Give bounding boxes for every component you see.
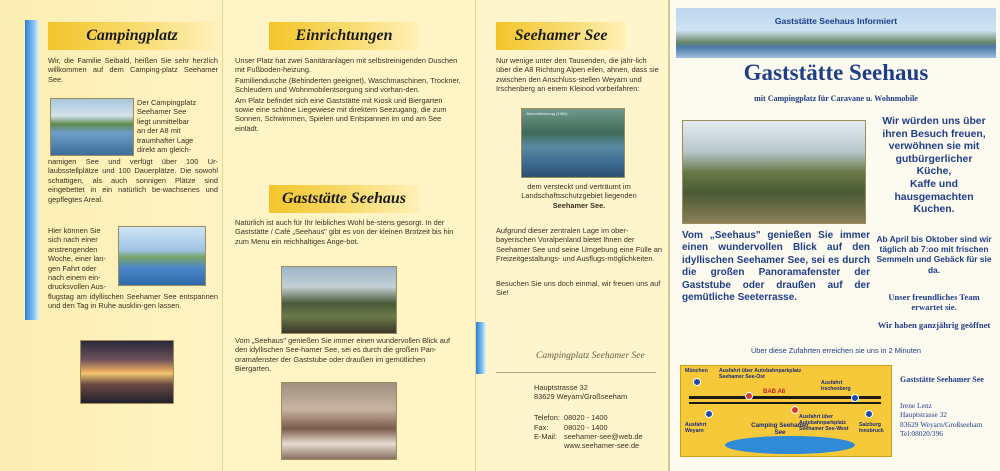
contact-phone[interactable]: Tel:08020/396 (900, 429, 944, 439)
signature: Campingplatz Seehamer See (536, 351, 645, 361)
lake-shape (725, 436, 855, 454)
panel-einrichtungen (222, 0, 475, 471)
label-salzburg: Salzburg Innsbruck (859, 422, 884, 434)
view-text: Vom „Seehaus" genießen Sie immer einen wundervollen Blick auf den idyllischen Seehamer See, sei es durch die großen Panoramafenster der Gaststube oder draußen auf der gemütliche Seeterrasse. (682, 230, 870, 304)
lake-aerial-photo (50, 98, 134, 156)
welcome-line: hausgemachten (894, 191, 974, 203)
web-row (534, 441, 666, 450)
web-spacer (534, 441, 564, 450)
side-line: an der A8 mit (137, 126, 181, 136)
see-intro: Nur wenige unter den Tausenden, die jähr-lich über die A8 Richtung Alpen eilen, ahnen, dass sie zwischen den Anschluss-stellen Weyarn und Irschenberg an einem Kleinod vorbeifahren: (496, 56, 659, 94)
blick-text: Vom „Seehaus" genießen Sie immer einen wundervollen Blick auf den idyllischen See-hamer See, sei es durch die großen Pan-oramafenster der Gaststube oder draußen im gemütlichen Biergarten. (235, 336, 451, 374)
side-line: traumhafter Lage (137, 135, 194, 145)
label-camping: Camping Seehamer See (751, 422, 809, 436)
welcome-line: verwöhnen sie mit (888, 141, 980, 153)
lake-evening-photo (521, 108, 625, 178)
contact-block (900, 401, 1000, 439)
address-city: 83629 Weyarn/Großseeham (534, 392, 628, 402)
irschenberg-marker (851, 394, 859, 402)
label-irschenberg: Ausfahrt Irschenberg (821, 380, 851, 392)
label-ausfahrt-west: Ausfahrt über Autobahnparkplatz Seehamer See-West (799, 414, 849, 432)
panel-gaststaette-seehaus (668, 0, 1000, 471)
photo-label: Abendstimmung (1984) ... (526, 111, 573, 116)
side-line: anstrengenden (48, 244, 98, 254)
side-line: Seehamer See (137, 107, 187, 117)
caption-line: dem versteckt und verträumt im Landschaftsschutzgebiet liegenden (521, 182, 637, 201)
guests-photo (281, 382, 397, 460)
phone-label: Telefon: (534, 413, 560, 423)
team-text: Unser freundliches Team erwartet sie. (888, 292, 980, 312)
divider (496, 372, 656, 373)
welcome-line: Küche, (916, 166, 952, 178)
side-line: drucksvollen Aus- (48, 282, 106, 292)
contact-title: Gaststätte Seehamer See (900, 375, 984, 384)
camping-address (534, 383, 666, 450)
directions-note: Über diese Zufahrten erreichen sie uns in 2 Minuten (750, 346, 922, 355)
facilities-paragraph: Unser Platz hat zwei Sanitäranlagen mit selbstreinigenden Duschen mit Fußboden-heizung. (235, 56, 458, 75)
contact-street: Hauptstrasse 32 (900, 410, 948, 420)
facilities-paragraph: Familiendusche (Behinderten geeignet), Waschmaschinen, Trockner, Schleudern und Wohnmobilentsorgung sind vorhan-den. (235, 75, 461, 95)
parking-east-marker (745, 392, 753, 400)
side-line: nach einem ein- (48, 273, 101, 283)
side-line: Der Campingplatz (137, 98, 197, 107)
panel-campingplatz (0, 0, 222, 471)
heading-seehamer-see: Seehamer See (496, 22, 626, 50)
side-line: Woche, einer lan- (48, 254, 106, 264)
access-map (680, 365, 892, 457)
contact-person: Irene Lenz (900, 401, 932, 410)
side-line: Hier können Sie (48, 226, 101, 235)
spacer (534, 401, 666, 413)
panel-seehamer-see (475, 0, 668, 471)
muenchen-marker (693, 378, 701, 386)
relax-side-text (48, 226, 118, 292)
welcome-line: Kaffe und (910, 178, 958, 190)
facilities-text (235, 56, 461, 134)
parking-west-marker (791, 406, 799, 414)
seehaus-photo (281, 266, 397, 334)
caption-bold: Seehamer See. (552, 200, 606, 210)
lake-banner (676, 8, 996, 58)
see-caption (496, 182, 662, 210)
fax-value: 08020 - 1400 (564, 422, 608, 432)
label-ausfahrt-ost: Ausfahrt über Autobahnparkplatz Seehamer See-Ost (719, 368, 802, 380)
side-line: direkt am gleich- (137, 145, 192, 155)
blue-gradient-bar (25, 20, 39, 320)
welcome-line: ihren Besuch freuen, (882, 128, 986, 140)
welcome-line: Kuchen. (913, 204, 955, 216)
facilities-paragraph: Am Platz befindet sich eine Gaststätte mit Kiosk und Biergarten sowie eine schöne Liegewiese mit direktem Seezugang, die zum Sonnen, Schwimmen, Spielen und Entspannen im und am See einlädt. (235, 95, 447, 133)
gaststaette-text: Natürlich ist auch für Ihr leibliches Wohl be-stens gesorgt. In der Gaststätte / Café „Seehaus" gibt es von der kleinen Brotzeit bis hin zum Menu ein reichhaltiges Ange-bot. (235, 218, 454, 246)
fax-label: Fax: (534, 422, 549, 432)
heading-campingplatz: Campingplatz (48, 22, 216, 50)
banner-text: Gaststätte Seehaus Informiert (774, 16, 898, 26)
see-body2: Aufgrund dieser zentralen Lage im ober-bayerischen Voralpenland bietet Ihnen der Seehamer See und seine Umgebung eine Fülle an Freizeitgestaltungs- und Ausflugs-möglichkeiten. (496, 226, 662, 264)
main-subtitle: mit Campingplatz für Caravane u. Wohnmobile (754, 94, 918, 103)
sunset-photo (80, 340, 174, 404)
contact-city: 83629 Weyarn/Großseeham (900, 419, 983, 429)
address-street: Hauptstrasse 32 (534, 383, 588, 392)
side-line: gen Fahrt oder (48, 263, 97, 273)
email-label: E-Mail: (534, 431, 557, 441)
motorway-line (689, 402, 881, 404)
label-bab: BAB A8 (763, 389, 786, 395)
welcome-line: gutbürgerlicher (895, 153, 973, 165)
side-line: liegt unmittelbar (137, 116, 190, 126)
see-body3: Besuchen Sie uns doch einmal, wir freuen uns auf Sie! (496, 279, 661, 298)
heading-gaststaette: Gaststätte Seehaus (269, 185, 419, 213)
blue-gradient-bar (476, 322, 486, 374)
website-link[interactable]: www.seehamer-see.de (564, 441, 640, 451)
heading-einrichtungen: Einrichtungen (269, 22, 419, 50)
main-title: Gaststätte Seehaus (743, 60, 929, 85)
email-link[interactable]: seehamer-see@web.de (564, 431, 643, 441)
intro-text: Wir, die Familie Seibald, heißen Sie sehr herzlich willkommen auf dem Camping-platz Seehamer See. (48, 56, 218, 84)
side-line: sich nach einer (48, 235, 98, 245)
welcome-line: Wir würden uns über (882, 116, 986, 127)
beergarden-photo (682, 120, 866, 224)
lake-beach-photo (118, 226, 206, 286)
fax-row (534, 423, 666, 432)
campground-body: namigen See und verfügt über 100 Ur-laubsstellplätze und 100 Dauerplätze. Die sowohl schattigen, als auch sonnigen Plätze sind eingebettet in ein natürlich be-wachsenes und gepflegtes Areal. (48, 157, 218, 204)
phone-row (534, 413, 666, 422)
email-row (534, 432, 666, 441)
weyarn-marker (705, 410, 713, 418)
welcome-text (870, 116, 998, 217)
label-weyarn: Ausfahrt Weyarn (685, 422, 707, 434)
campground-side-text (137, 98, 219, 154)
opening-hours: Ab April bis Oktober sind wir täglich ab 7:oo mit frischen Semmeln und Gebäck für sie da. (876, 234, 992, 275)
open-all-year: Wir haben ganzjährig geöffnet (877, 320, 991, 330)
relax-body: flugstag am idyllischen Seehamer See entspannen und den Tag in Ruhe ausklin-gen lassen. (48, 292, 218, 311)
label-muenchen: München (685, 368, 708, 374)
phone-value[interactable]: 08020 - 1400 (564, 413, 608, 423)
